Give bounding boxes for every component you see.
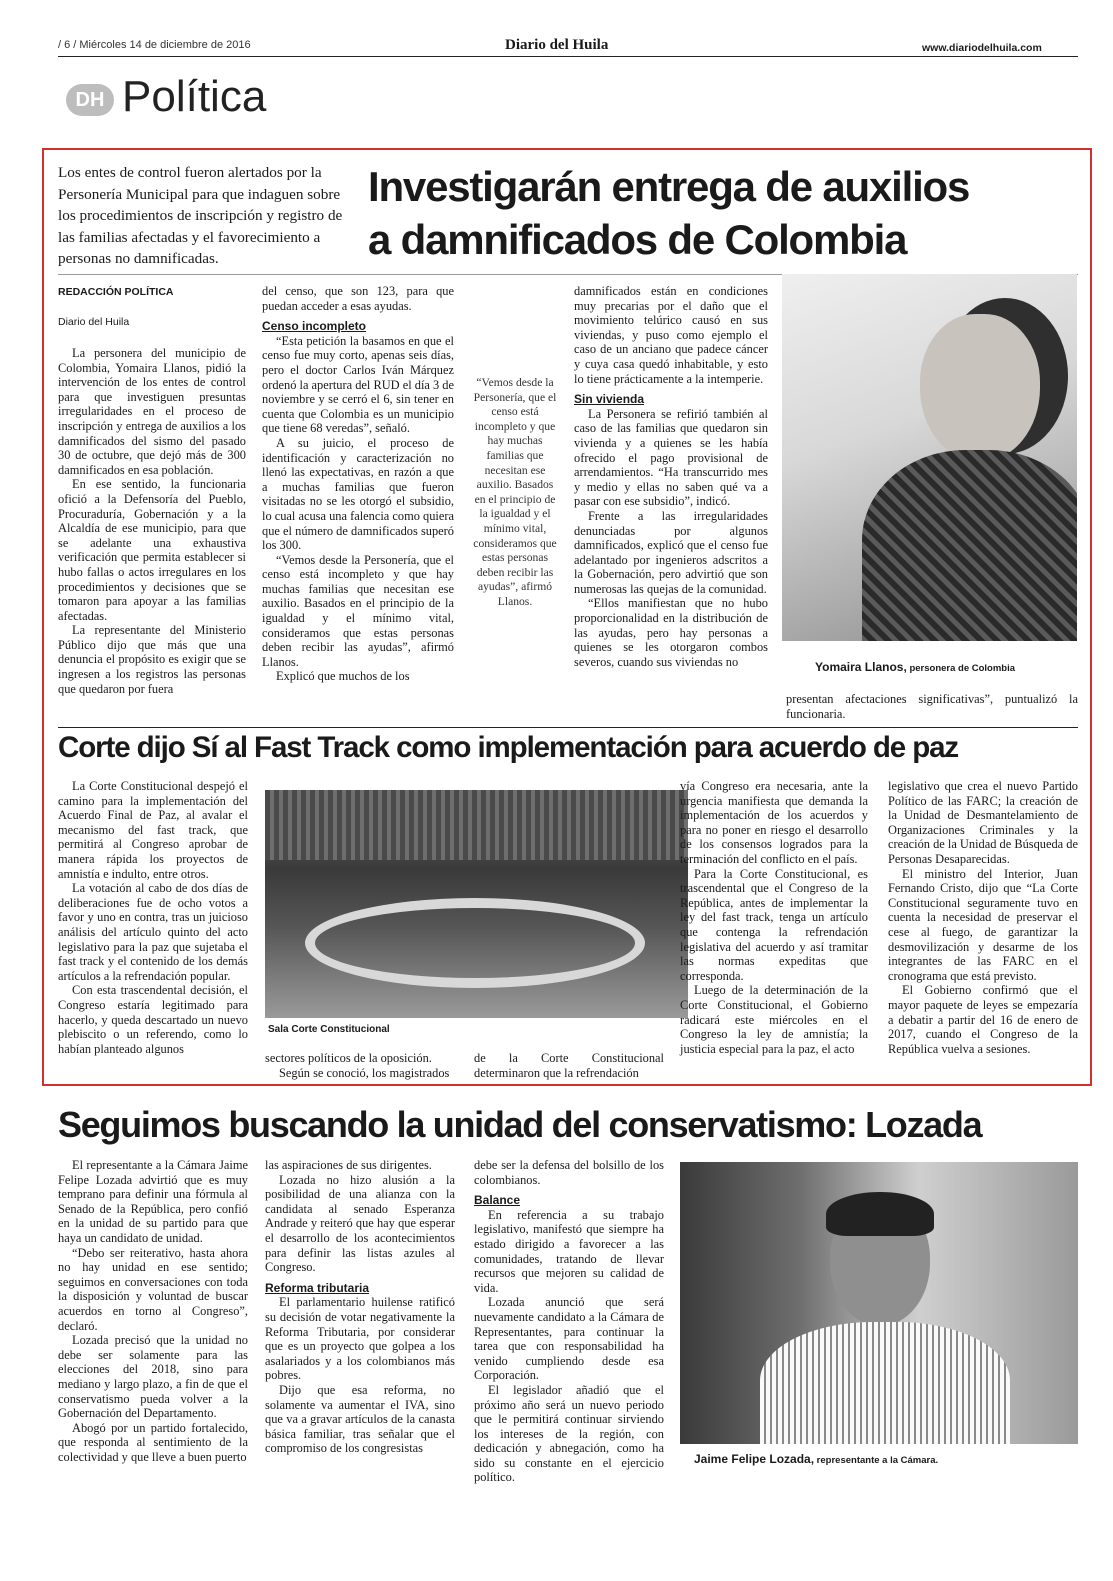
- caption-jaime: Jaime Felipe Lozada, representante a la Cámara.: [694, 1452, 939, 1466]
- article3-col2: las aspiraciones de sus dirigentes. Lozada no hizo alusión a la posibilidad de una alianza con la candidata al senado Esperanza Andrade y reiteró que hay que esperar el desarrollo de los acontecimientos para definir las listas azules al Congreso. Reforma tributaria El parlamentario huilense ratificó su decisión de votar negativamente la Reforma Tributaria, por considerar que es un proyecto que golpea a los asalariados y a los colombianos más pobres. Dijo que esa reforma, no solamente va aumentar el IVA, sino que va a gravar artículos de la canasta básica familiar, tras señalar que el compromiso de los congresistas: [265, 1158, 455, 1456]
- paper-name: Diario del Huila: [505, 37, 609, 53]
- article1-col4: damnificados están en condiciones muy precarias por el daño que el movimiento telúrico causó en sus viviendas, y puso como ejemplo el caso de un anciano que padece cáncer y cuya casa quedó inhabitable, y esto lo tiene prácticamente a la intemperie. Sin vivienda La Personera se refirió también al caso de las familias que quedaron sin vivienda y a quienes se les había ofrecido el pago provisional de arrendamientos. “Ha transcurrido mes y medio y ellas no saben qué va a pasar con ese subsidio”, indicó. Frente a las irregularidades denunciadas por algunos damnificados, explicó que el censo fue adelantado por ingenieros adscritos a la Gobernación, pero advirtió que son numerosas las quejas de la comunidad. “Ellos manifiestan que no hubo proporcionalidad en la distribución de las ayudas, pero hay personas a quienes se les otorgaron combos severos, cuando sus viviendas no: [574, 284, 768, 669]
- website: www.diariodelhuila.com: [922, 42, 1042, 54]
- byline-source: Diario del Huila: [58, 316, 130, 328]
- photo-jaime-lozada: [680, 1162, 1078, 1444]
- article1-headline: [368, 160, 1083, 266]
- subhead-balance: Balance: [474, 1193, 521, 1208]
- subhead-reforma: Reforma tributaria: [265, 1280, 370, 1295]
- article2-col3-below: de la Corte Constitucional determinaron que la refrendación: [474, 1051, 664, 1080]
- page-info: / 6 / Miércoles 14 de diciembre de 2016: [58, 39, 251, 51]
- article3-col1: El representante a la Cámara Jaime Felipe Lozada advirtió que es muy temprano para definir una fórmula al Senado de la República, pero confió en la unidad de su partido para que haya un candidato de unidad. “Debo ser reiterativo, hasta ahora no hay unidad en ese sentido; seguimos en conversaciones con toda la disposición y voluntad de buscar acuerdos en torno al Congreso”, declaró. Lozada precisó que la unidad no debe ser solamente para las elecciones del 2018, sino para mediano y largo plazo, a fin de que el conservatismo pueda volver a la Gobernación del Departamento. Abogó por un partido fortalecido, que responda al sentimiento de la colectividad y que lleve a buen puerto: [58, 1158, 248, 1464]
- headline-line2: a damnificados de Colombia: [368, 216, 907, 263]
- article3-col3: debe ser la defensa del bolsillo de los colombianos. Balance En referencia a su trabajo legislativo, manifestó que siempre ha estado dirigido a favorecer a las comunidades, tratando de llevar recursos que mejoren su calidad de vida. Lozada anunció que será nuevamente candidato a la Cámara de Representantes, para continuar la tarea que con responsabilidad ha venido cumpliendo desde esa Corporación. El legislador añadió que el próximo año será un nuevo periodo que le permitirá continuar sirviendo los intereses de la región, con dedicación y abnegación, como ha sido su constante en el ejercicio político.: [474, 1158, 664, 1485]
- header-rule: [58, 56, 1078, 57]
- article2-col2-below: sectores políticos de la oposición. Según se conoció, los magistrados: [265, 1051, 450, 1080]
- article2-col4: vía Congreso era necesaria, ante la urgencia manifiesta que demanda la implementación de los acuerdos y para no poner en riesgo el desarrollo de los consensos logrados para la terminación del conflicto en el país. Para la Corte Constitucional, es trascendental que el Congreso de la República, antes de implementar la ley del fast track, tenga un artículo que contenga la refrendación legislativa del acuerdo y así tramitar las normas expeditas que corresponda. Luego de la determinación de la Corte Constitucional, el Gobierno radicará este miércoles en el Congreso la ley de amnistía; la justicia especial para la paz, el acto: [680, 779, 868, 1056]
- section-title: Política: [122, 72, 267, 121]
- caption-yomaira: Yomaira Llanos, personera de Colombia: [815, 660, 1016, 674]
- byline: REDACCIÓN POLÍTICA: [58, 286, 174, 298]
- article3-headline: Seguimos buscando la unidad del conservatismo: Lozada: [58, 1104, 982, 1145]
- article2-col1: La Corte Constitucional despejó el camino para la implementación del Acuerdo Final de Paz, al avalar el mecanismo del fast track, que permitirá al Congreso aprobar de manera rápida los proyectos de amnistía e indulto, entre otros. La votación al cabo de dos días de deliberaciones fue de ocho votos a favor y uno en contra, tras un juicioso análisis del artículo quinto del acto legislativo para la paz que sujetaba el fast track y el contenido de los demás artículos a la refrendación popular. Con esta trascendental decisión, el Congreso estaría legitimado para hacerlo, y queda descartado un nuevo plebiscito o un referendo, como lo habían planteado algunos: [58, 779, 248, 1056]
- headline-line1: Investigarán entrega de auxilios: [368, 163, 970, 210]
- photo-yomaira-llanos: [782, 274, 1077, 641]
- caption-sala-corte: Sala Corte Constitucional: [268, 1024, 390, 1035]
- logo: DH: [66, 84, 114, 116]
- article1-lead: Los entes de control fueron alertados por la Personería Municipal para que indaguen sobre los procedimientos de inscripción y registro de las familias afectadas y el favorecimiento a personas no damnificadas.: [58, 164, 343, 268]
- subhead-vivienda: Sin vivienda: [574, 392, 645, 407]
- subhead-censo: Censo incompleto: [262, 319, 367, 334]
- photo-sala-corte: [265, 790, 688, 1018]
- article1-col5-end: presentan afectaciones significativas”, puntualizó la funcionaria.: [786, 692, 1078, 721]
- article1-col1: La personera del municipio de Colombia, Yomaira Llanos, pidió la intervención de los entes de control para que investiguen presuntas irregularidades en el proceso de inscripción y entrega de auxilios a los damnificados del sismo del pasado 30 de octubre, que dejó más de 300 damnificados en esa población. En ese sentido, la funcionaria ofició a la Defensoría del Pueblo, Procuraduría, Gobernación y a la Alcaldía de ese municipio, para que se adelante una exhaustiva verificación que permita establecer si hubo fallas o actos irregulares en los procedimientos y decisiones que se tomaron para apoyar a las familias afectadas. La representante del Ministerio Público dijo que más que una denuncia el propósito es exigir que se ingresen a los registros las personas que quedaron por fuera: [58, 346, 246, 696]
- pullquote: “Vemos desde la Personería, que el censo está incompleto y que hay muchas familias que necesitan ese auxilio. Basados en el principio de la igualdad y el mínimo vital, consideramos que estas personas deben recibir las ayudas”, afirmó Llanos.: [473, 376, 557, 608]
- article2-headline: Corte dijo Sí al Fast Track como implementación para acuerdo de paz: [58, 731, 959, 764]
- article1-col2: del censo, que son 123, para que puedan acceder a esas ayudas. Censo incompleto “Esta petición la basamos en que el censo fue muy corto, apenas seis días, pero el doctor Carlos Iván Márquez ordenó la apertura del RUD el día 3 de noviembre y se cerró el 6, sin tener en cuenta que Colombia es un municipio que tiene 68 veredas”, señaló. A su juicio, el proceso de identificación y caracterización no llenó las expectativas, en razón a que a muchas familias que fueron visitadas no se les otorgó el subsidio, lo cual acusa una falencia como quiera que el número de damnificados superó los 300. “Vemos desde la Personería, que el censo está incompleto y que hay muchas familias que necesitan ese auxilio. Basados en el principio de la igualdad y el mínimo vital, consideramos que estas personas deben recibir las ayudas”, afirmó Llanos. Explicó que muchos de los: [262, 284, 454, 684]
- article2-col5: legislativo que crea el nuevo Partido Político de las FARC; la creación de la Unidad de Desmantelamiento de Organizaciones Criminales y la creación de la Unidad de Búsqueda de Personas Desaparecidas. El ministro del Interior, Juan Fernando Cristo, dijo que “La Corte Constitucional seguramente tuvo en cuenta la necesidad de preservar el cese al fuego, de garantizar la desmovilización y desarme de los integrantes de las FARC en el cronograma que está previsto. El Gobierno confirmó que el mayor paquete de leyes se empezaría a debatir a partir del 16 de enero de 2017, cuando el Congreso de la República vuelva a sesiones.: [888, 779, 1078, 1056]
- article-divider: [58, 727, 1078, 728]
